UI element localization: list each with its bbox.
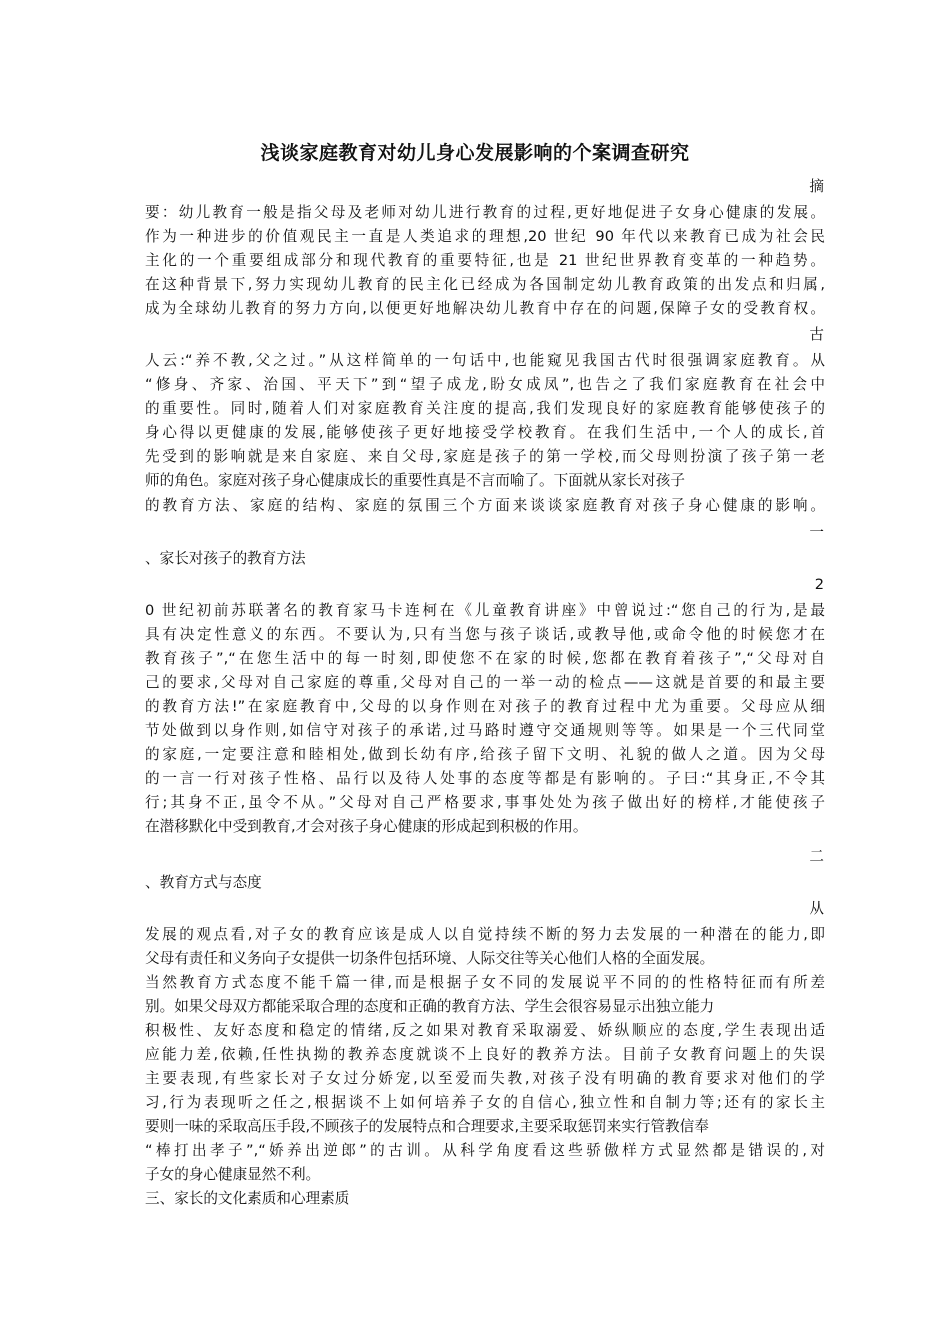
section1-line-4: 己的要求,父母对自己家庭的尊重,父母对自己的一举一动的检点——这就是首要的和最主要 [145, 674, 825, 691]
intro-line-7: 的教育方法、家庭的结构、家庭的氛围三个方面来谈谈家庭教育对孩子身心健康的影响。 [145, 497, 825, 514]
section2-heading: 、教育方式与态度 [145, 874, 262, 891]
section2-line-4: 别。如果父母双方都能采取合理的态度和正确的教育方法、学生会很容易显示出独立能力 [145, 998, 715, 1015]
section2-line-8: 习,行为表现听之任之,根据谈不上如何培养子女的自信心,独立性和自制力等;还有的家长主 [145, 1094, 825, 1111]
abstract-line-4: 在这种背景下,努力实现幼儿教育的民主化已经成为各国制定幼儿教育政策的出发点和归属, [145, 276, 825, 293]
intro-marker: 古 [809, 326, 824, 343]
section1-line-10: 在潜移默化中受到教育,才会对孩子身心健康的形成起到积极的作用。 [145, 818, 588, 835]
abstract-line-3: 主化的一个重要组成部分和现代教育的重要特征,也是 21 世纪世界教育变革的一种趋势。 [145, 252, 825, 269]
abstract-line-5: 成为全球幼儿教育的努力方向,以便更好地解决幼儿教育中存在的问题,保障子女的受教育权。 [145, 300, 825, 317]
abstract-line-1: 要：幼儿教育一般是指父母及老师对幼儿进行教育的过程,更好地促进子女身心健康的发展。 [145, 204, 825, 221]
section1-heading: 、家长对孩子的教育方法 [145, 550, 306, 567]
abstract-marker: 摘 [809, 178, 824, 195]
abstract-line-2: 作为一种进步的价值观民主一直是人类追求的理想,20 世纪 90 年代以来教育已成为社会民 [145, 228, 825, 245]
intro-line-2: “修身、齐家、治国、平天下”到“望子成龙,盼女成凤”,也告之了我们家庭教育在社会中 [145, 376, 825, 393]
section1-line-8: 的一言一行对孩子性格、品行以及待人处事的态度等都是有影响的。子曰:“其身正,不令其 [145, 770, 825, 787]
section1-line-6: 节处做到以身作则,如信守对孩子的承诺,过马路时遵守交通规则等等。如果是一个三代同堂 [145, 722, 825, 739]
section2-line-1: 发展的观点看,对子女的教育应该是成人以自觉持续不断的努力去发展的一种潜在的能力,即 [145, 926, 825, 943]
section1-line-2: 具有决定性意义的东西。不要认为,只有当您与孩子谈话,或教导他,或命令他的时候您才在 [145, 626, 825, 643]
section2-line-11: 子女的身心健康显然不利。 [145, 1166, 321, 1183]
section2-line-6: 应能力差,依赖,任性执拗的教养态度就谈不上良好的教养方法。目前子女教育问题上的失误 [145, 1046, 825, 1063]
section2-line-10: “棒打出孝子”,“娇养出逆郎”的古训。从科学角度看这些骄傲样方式显然都是错误的,对 [145, 1142, 825, 1159]
section1-line-9: 行;其身不正,虽令不从。”父母对自己严格要求,事事处处为孩子做出好的榜样,才能使孩子 [145, 794, 825, 811]
section1-line-3: 教育孩子”,“在您生活中的每一时刻,即使您不在家的时候,您都在教育着孩子”,“父母对自 [145, 650, 825, 667]
section1-line-1: 0 世纪初前苏联著名的教育家马卡连柯在《儿童教育讲座》中曾说过:“您自己的行为,是最 [145, 602, 825, 619]
intro-line-3: 的重要性。同时,随着人们对家庭教育关注度的提高,我们发现良好的家庭教育能够使孩子的 [145, 400, 825, 417]
section2-line-9: 要则一味的采取高压手段,不顾孩子的发展特点和合理要求,主要采取惩罚来实行管教信奉 [145, 1118, 709, 1135]
section2-line-2: 父母有责任和义务向子女提供一切条件包括环境、人际交往等关心他们人格的全面发展。 [145, 950, 715, 967]
section2-line-5: 积极性、友好态度和稳定的情绪,反之如果对教育采取溺爱、娇纵顺应的态度,学生表现出适 [145, 1022, 825, 1039]
section1-line-7: 的家庭,一定要注意和睦相处,做到长幼有序,给孩子留下文明、礼貌的做人之道。因为父母 [145, 746, 825, 763]
section2-line-7: 主要表现,有些家长对子女过分娇宠,以至爱而失教,对孩子没有明确的教育要求对他们的学 [145, 1070, 825, 1087]
section1-line-5: 的教育方法!”在家庭教育中,父母的以身作则在对孩子的教育过程中尤为重要。父母应从细 [145, 698, 825, 715]
intro-line-6: 师的角色。家庭对孩子身心健康成长的重要性真是不言而喻了。下面就从家长对孩子 [145, 472, 685, 489]
section1-marker: 一 [809, 524, 824, 541]
intro-line-4: 身心得以更健康的发展,能够使孩子更好地接受学校教育。在我们生活中,一个人的成长,首 [145, 424, 825, 441]
section2-marker: 二 [809, 848, 824, 865]
section2-line-3: 当然教育方式态度不能千篇一律,而是根据子女不同的发展说平不同的的性格特征而有所差 [145, 974, 825, 991]
document-title: 浅谈家庭教育对幼儿身心发展影响的个案调查研究 [260, 142, 690, 164]
section3-heading: 三、家长的文化素质和心理素质 [145, 1190, 350, 1207]
section2-para-marker: 从 [809, 900, 824, 917]
intro-line-5: 先受到的影响就是来自家庭、来自父母,家庭是孩子的第一学校,而父母则扮演了孩子第一老 [145, 448, 825, 465]
section1-para-marker: 2 [814, 576, 824, 593]
intro-line-1: 人云:“养不教,父之过。”从这样简单的一句话中,也能窥见我国古代时很强调家庭教育。从 [145, 352, 825, 369]
